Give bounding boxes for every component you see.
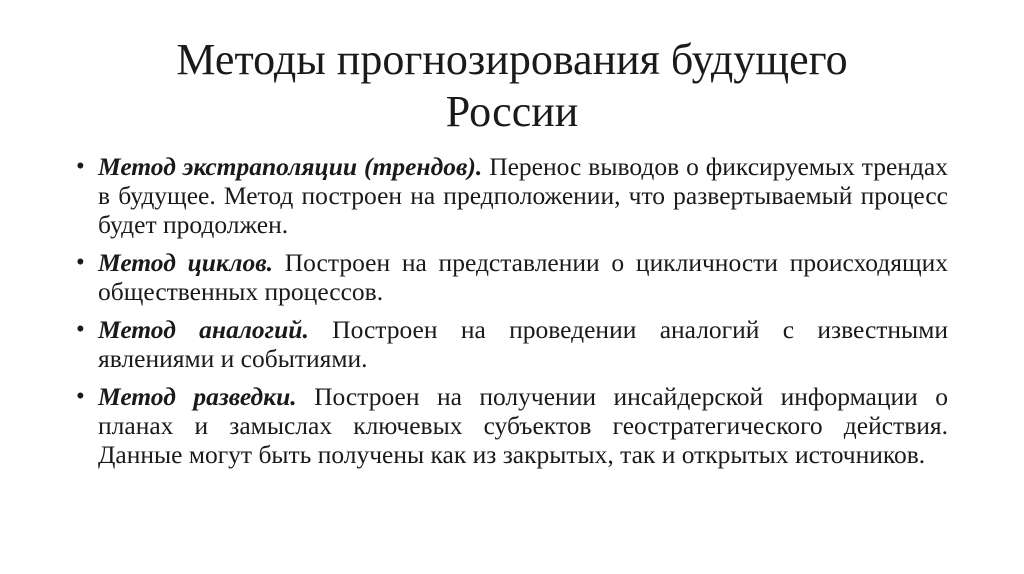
slide-title-line-1: Методы прогнозирования будущего [176,35,848,84]
bullet-item-analogies [74,315,948,373]
bullet-item-extrapolation [74,152,948,239]
bullet-text: Построен на представлении о цикличности происходящих общественных процессов. [98,248,948,306]
bullet-term: Метод аналогий. [98,315,309,344]
bullet-text: Построен на получении инсайдерской информации о планах и замыслах ключевых субъектов геостратегического действия. Данные могут быть получены как из закрытых, так и открытых источников. [98,382,948,469]
bullet-term: Метод разведки. [98,382,297,411]
slide-title [100,34,924,138]
bullet-marker: • [76,153,85,180]
bullet-marker: • [76,316,85,343]
bullet-item-cycles [74,248,948,306]
bullet-marker: • [76,249,85,276]
bullet-text: Перенос выводов о фиксируемых трендах в будущее. Метод построен на предположении, что развертываемый процесс будет продолжен. [98,152,948,239]
bullet-term: Метод экстраполяции (трендов). [98,152,483,181]
bullet-term: Метод циклов. [98,248,274,277]
bullet-item-intelligence [74,382,948,469]
bullet-list [74,152,948,478]
bullet-text: Построен на проведении аналогий с известными явлениями и событиями. [98,315,948,373]
bullet-marker: • [76,383,85,410]
slide-title-line-2: России [445,87,579,136]
